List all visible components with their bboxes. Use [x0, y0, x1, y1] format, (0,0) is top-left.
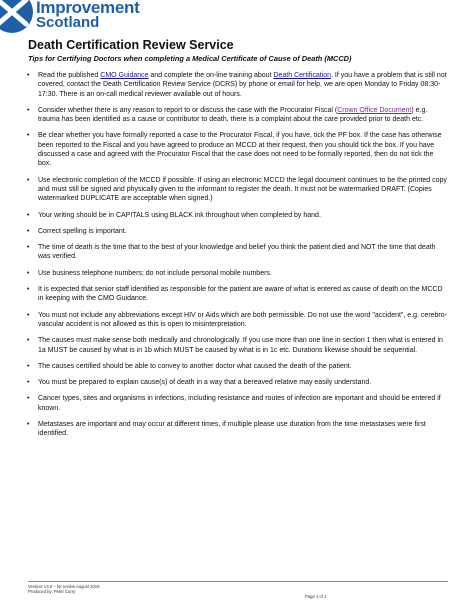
death-certification-link[interactable]: Death Certification	[273, 72, 332, 79]
item-text: and complete the on-line training about	[148, 72, 274, 79]
page-subtitle: Tips for Certifying Doctors when completing a Medical Certificate of Cause of Death (MCCD)	[28, 54, 352, 63]
list-item	[24, 131, 448, 168]
list-item	[24, 285, 448, 304]
item-text: You must not include any abbreviations except HIV or Aids which are both permissible. Do not use the word "accident", e.g. cerebro-vascular accident is not allowed as this is open to misinterpretation.	[38, 311, 447, 328]
bullet-icon: •	[27, 379, 30, 387]
bullet-icon: •	[27, 269, 30, 277]
list-item	[24, 394, 448, 413]
item-text: Be clear whether you have formally reported a case to the Procurator Fiscal, if you have, tick the PF box. If the case has otherwise been reported to the Fiscal and you have agreed to produce an MCCD at their request, then you should tick the box. If you have discussed a case and agreed with the Procurator Fiscal that the case does not need to be formally reported, then do not tick the box.	[38, 132, 442, 168]
logo	[0, 0, 200, 36]
item-text: Read the published	[38, 72, 101, 79]
item-text: Metastases are important and may occur at different times, if multiple please use duration from the time metastases were first identified.	[38, 421, 426, 438]
item-text: Use business telephone numbers; do not include personal mobile numbers.	[38, 269, 272, 277]
bullet-icon: •	[27, 72, 30, 79]
item-text: Consider whether there is any reason to report to or discuss the case with the Procurator Fiscal (	[38, 106, 338, 114]
item-text: Your writing should be in CAPITALS using BLACK ink throughout when completed by hand.	[38, 211, 321, 219]
saltire-logo-icon	[0, 0, 34, 34]
bullet-icon: •	[27, 176, 30, 184]
bullet-icon: •	[27, 421, 30, 429]
footer-produced: Produced by: Peter Curry	[28, 589, 76, 594]
list-item	[24, 176, 448, 204]
footer-page-number: Page 1 of 2	[305, 594, 327, 599]
item-text: It is expected that senior staff identified as responsible for the patient are aware of what is entered as cause of death on the MCCD in keeping with the CMO Guidance.	[38, 286, 443, 303]
list-item	[24, 362, 448, 371]
bullet-icon: •	[27, 337, 30, 345]
list-item	[24, 71, 448, 99]
item-text: You must be prepared to explain cause(s) of death in a way that a bereaved relative may easily understand.	[38, 379, 372, 387]
cmo-guidance-link[interactable]: CMO Guidance	[100, 72, 149, 79]
bullet-icon: •	[27, 132, 30, 140]
bullet-icon: •	[27, 227, 30, 235]
logo-line2: Scotland	[36, 14, 100, 31]
item-text: The time of death is the time that to the best of your knowledge and belief you think the patient died and NOT the time that death was verified.	[38, 244, 436, 261]
item-text: The causes must make sense both medically and chronologically. If you use more than one line in section 1 then what is entered in 1a MUST be caused by what is in 1b which MUST be caused by what is in 1c etc. Durations likewise should be sequential.	[38, 337, 443, 354]
item-text: . If you have a problem that is still not covered, contact the Death Certification Review Service (DCRS) by phone or email for help, we are open Monday to Friday 08:30-17:30. There is an on-call medical reviewer available out of hours.	[38, 72, 447, 98]
bullet-icon: •	[27, 211, 30, 219]
bullet-icon: •	[27, 106, 30, 114]
page-title: Death Certification Review Service	[28, 38, 234, 52]
footer-divider	[28, 581, 448, 582]
list-item	[24, 211, 448, 220]
item-text: ) e.g. trauma has been identified as a cause or contributor to death, there is a complaint about the care provided prior to death etc.	[38, 106, 428, 124]
list-item	[24, 227, 448, 236]
crown-office-document-link[interactable]: Crown Office Document	[337, 106, 412, 114]
list-item	[24, 420, 448, 439]
bullet-icon: •	[27, 286, 30, 294]
list-item	[24, 378, 448, 387]
item-text: The causes certified should be able to convey to another doctor what caused the death of the patient.	[38, 362, 352, 370]
item-text: Correct spelling is important.	[38, 227, 127, 235]
item-text: Use electronic completion of the MCCD if possible. If using an electronic MCCD the legal document continues to be the printed copy and must still be signed and physically given to the informant to register the death. It must not be watermarked DRAFT. (Copies watermarked DUPLICATE are acceptable when signed.)	[38, 176, 447, 203]
bullet-icon: •	[27, 311, 30, 319]
list-item	[24, 269, 448, 278]
list-item	[24, 106, 448, 125]
list-item	[24, 243, 448, 262]
item-text: Cancer types, sites and organisms in infections, including resistance and routes of infection are important and should be entered if known.	[38, 395, 441, 412]
list-item	[24, 311, 448, 330]
list-item	[24, 336, 448, 355]
bullet-icon: •	[27, 395, 30, 403]
bullet-icon: •	[27, 244, 30, 252]
footer	[28, 584, 99, 594]
logo-text	[36, 0, 139, 30]
footer-version: Version: v3.0 – for review August 2018	[28, 584, 100, 589]
bullet-icon: •	[27, 362, 30, 370]
logo-line1: Improvement	[36, 0, 140, 17]
tips-list	[24, 71, 448, 446]
